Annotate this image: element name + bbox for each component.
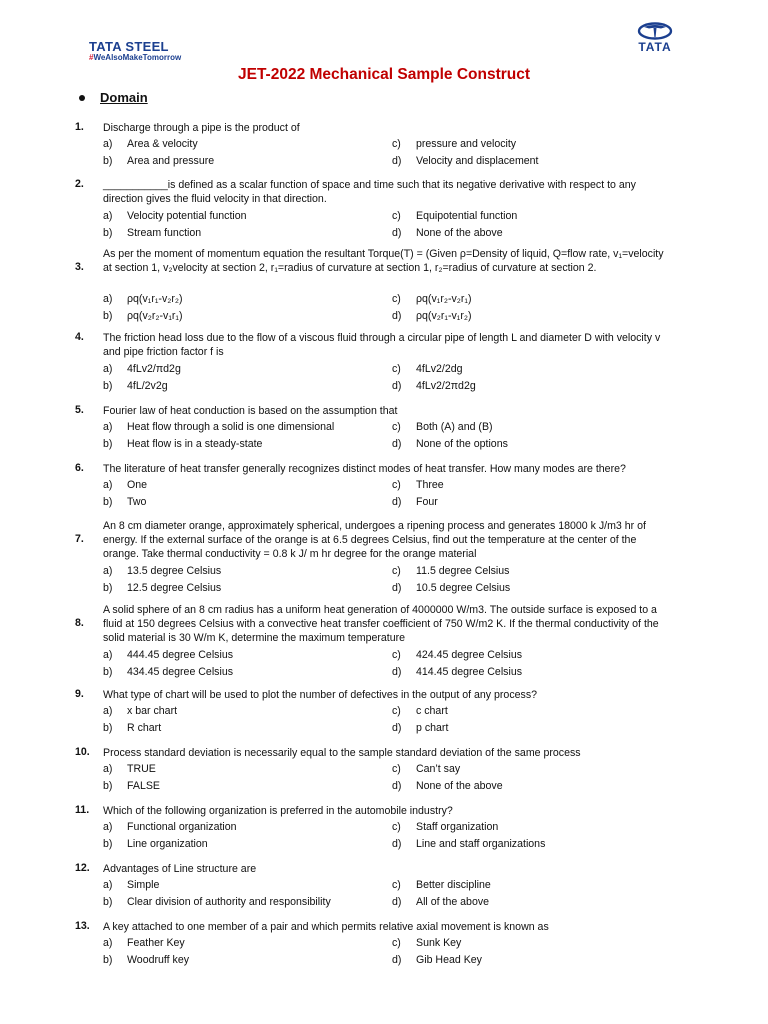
- option-text: One: [127, 479, 148, 492]
- question-text: What type of chart will be used to plot the number of defectives in the output of any process?: [103, 689, 538, 701]
- option-text: ρq(v₁r₁-v₂r₂): [127, 292, 183, 305]
- option-text: 434.45 degree Celsius: [127, 665, 234, 678]
- option-letter: c): [392, 421, 401, 434]
- option-text: 414.45 degree Celsius: [416, 665, 523, 678]
- option-text: Better discipline: [416, 879, 491, 892]
- option-text: pressure and velocity: [416, 138, 517, 151]
- option-text: ρq(v₂r₂-v₁r₁): [127, 309, 183, 322]
- question-text: The literature of heat transfer generally recognizes distinct modes of heat transfer. How many modes are there?: [103, 463, 626, 475]
- tata-wordmark: TATA: [638, 40, 672, 54]
- option-text: ρq(v₂r₁-v₁r₂): [416, 309, 472, 322]
- option-text: Simple: [127, 879, 160, 892]
- option-letter: c): [392, 821, 401, 834]
- question-number: 11.: [75, 804, 90, 816]
- question-number: 2.: [75, 178, 84, 190]
- option-letter: d): [392, 155, 402, 168]
- tata-logo: [628, 22, 682, 53]
- option-text: Stream function: [127, 226, 202, 239]
- option-text: R chart: [127, 722, 162, 735]
- option-text: Woodruff key: [127, 954, 190, 967]
- option-text: 11.5 degree Celsius: [416, 564, 510, 577]
- question-text: Discharge through a pipe is the product of: [103, 122, 300, 134]
- option-letter: a): [103, 209, 113, 222]
- option-text: 10.5 degree Celsius: [416, 581, 511, 594]
- option-letter: d): [392, 954, 402, 967]
- option-letter: b): [103, 379, 113, 392]
- option-text: 4fL/2v2g: [127, 379, 168, 392]
- brand-tagline: [89, 53, 181, 63]
- option-text: Clear division of authority and responsibility: [127, 896, 331, 909]
- option-letter: a): [103, 479, 113, 492]
- option-letter: b): [103, 838, 113, 851]
- option-letter: a): [103, 564, 113, 577]
- option-text: Staff organization: [416, 821, 499, 834]
- option-text: Feather Key: [127, 937, 185, 950]
- option-letter: a): [103, 705, 113, 718]
- option-letter: c): [392, 564, 401, 577]
- option-text: ρq(v₁r₂-v₂r₁): [416, 292, 472, 305]
- option-letter: b): [103, 309, 113, 322]
- option-text: Three: [416, 479, 444, 492]
- bullet-icon: [79, 95, 85, 101]
- page-title: JET-2022 Mechanical Sample Construct: [237, 66, 531, 83]
- option-letter: b): [103, 954, 113, 967]
- option-letter: a): [103, 763, 113, 776]
- option-letter: b): [103, 896, 113, 909]
- option-letter: c): [392, 362, 401, 375]
- question-text: An 8 cm diameter orange, approximately spherical, undergoes a ripening process and generates 18000 k J/m3 hr of energy. If the external surface of the orange is at 6.5 degrees Celsius, find out the temperature at the center of the orange. Take thermal conductivity = 0.8 k J/ m hr degree for the orange material: [103, 520, 646, 560]
- question-number: 12.: [75, 862, 90, 874]
- option-text: Line and staff organizations: [416, 838, 546, 851]
- question-text: Fourier law of heat conduction is based on the assumption that: [103, 405, 398, 417]
- option-letter: a): [103, 362, 113, 375]
- question-text: Which of the following organization is preferred in the automobile industry?: [103, 805, 453, 817]
- question-number: 3.: [75, 261, 84, 274]
- option-text: None of the options: [416, 438, 508, 451]
- option-letter: b): [103, 665, 113, 678]
- question-number: 6.: [75, 462, 84, 474]
- option-letter: a): [103, 421, 113, 434]
- option-letter: a): [103, 648, 113, 661]
- option-text: None of the above: [416, 226, 503, 239]
- option-text: 444.45 degree Celsius: [127, 648, 234, 661]
- option-letter: b): [103, 581, 113, 594]
- tata-emblem-icon: [637, 22, 673, 40]
- option-text: Gib Head Key: [416, 954, 482, 967]
- option-text: 12.5 degree Celsius: [127, 581, 222, 594]
- option-text: Heat flow through a solid is one dimensional: [127, 421, 335, 434]
- option-text: c chart: [416, 705, 448, 718]
- option-text: Area & velocity: [127, 138, 198, 151]
- option-letter: c): [392, 937, 401, 950]
- question-text: Process standard deviation is necessarily equal to the sample standard deviation of the same process: [103, 747, 581, 759]
- option-text: p chart: [416, 722, 449, 735]
- option-text: Both (A) and (B): [416, 421, 493, 434]
- option-text: 4fLv2/2dg: [416, 362, 463, 375]
- option-text: Four: [416, 496, 438, 509]
- question-number: 8.: [75, 617, 84, 630]
- option-text: Area and pressure: [127, 155, 215, 168]
- option-letter: c): [392, 138, 401, 151]
- option-letter: d): [392, 838, 402, 851]
- option-text: Two: [127, 496, 147, 509]
- option-letter: b): [103, 226, 113, 239]
- option-text: Functional organization: [127, 821, 237, 834]
- option-letter: a): [103, 292, 113, 305]
- option-letter: d): [392, 226, 402, 239]
- option-text: Can’t say: [416, 763, 461, 776]
- option-text: All of the above: [416, 896, 490, 909]
- option-letter: c): [392, 479, 401, 492]
- question-number: 5.: [75, 404, 84, 416]
- question-number: 4.: [75, 331, 84, 343]
- option-letter: d): [392, 379, 402, 392]
- option-letter: c): [392, 292, 401, 305]
- option-text: Heat flow is in a steady-state: [127, 438, 263, 451]
- option-letter: d): [392, 496, 402, 509]
- question-text: Advantages of Line structure are: [103, 863, 257, 875]
- option-letter: d): [392, 896, 402, 909]
- question-text: As per the moment of momentum equation the resultant Torque(T) = (Given ρ=Density of liquid, Q=flow rate, v₁=velocity at section 1, v₂velocity at section 2, r₁=radius of curvature at section 1, r₂=radius of curvature at section 2.: [103, 248, 664, 274]
- option-text: 4fLv2/2πd2g: [416, 379, 476, 392]
- option-letter: c): [392, 763, 401, 776]
- option-letter: d): [392, 309, 402, 322]
- option-letter: b): [103, 438, 113, 451]
- brand-name: TATA STEEL: [89, 39, 169, 54]
- tagline-text: WeAlsoMakeTomorrow: [93, 53, 182, 62]
- option-text: None of the above: [416, 780, 503, 793]
- option-letter: d): [392, 581, 402, 594]
- option-letter: a): [103, 937, 113, 950]
- question-number: 7.: [75, 533, 84, 546]
- option-letter: b): [103, 722, 113, 735]
- question-number: 13.: [75, 920, 90, 932]
- tata-steel-logo: [89, 40, 181, 63]
- option-text: Line organization: [127, 838, 208, 851]
- option-letter: c): [392, 209, 401, 222]
- option-letter: a): [103, 879, 113, 892]
- option-text: Velocity and displacement: [416, 155, 539, 168]
- option-letter: d): [392, 665, 402, 678]
- tagline-hash: #: [89, 53, 94, 62]
- option-text: 4fLv2/πd2g: [127, 362, 181, 375]
- question-text: The friction head loss due to the flow of a viscous fluid through a circular pipe of length L and diameter D with velocity v and pipe friction factor f is: [103, 332, 661, 358]
- option-letter: b): [103, 780, 113, 793]
- option-text: x bar chart: [127, 705, 178, 718]
- option-letter: a): [103, 821, 113, 834]
- question-number: 9.: [75, 688, 84, 700]
- question-number: 1.: [75, 121, 84, 133]
- option-letter: d): [392, 780, 402, 793]
- option-letter: c): [392, 879, 401, 892]
- question-text: ___________is defined as a scalar function of space and time such that its negative derivative with respect to any direction gives the fluid velocity in that direction.: [103, 179, 636, 205]
- option-text: FALSE: [127, 780, 160, 793]
- option-letter: a): [103, 138, 113, 151]
- option-text: Equipotential function: [416, 209, 518, 222]
- question-number: 10.: [75, 746, 90, 758]
- option-text: 13.5 degree Celsius: [127, 564, 222, 577]
- question-text: A key attached to one member of a pair and which permits relative axial movement is known as: [103, 921, 549, 933]
- option-letter: d): [392, 438, 402, 451]
- option-letter: c): [392, 705, 401, 718]
- section-label: Domain: [100, 90, 148, 105]
- option-letter: c): [392, 648, 401, 661]
- option-text: TRUE: [127, 763, 156, 776]
- question-text: A solid sphere of an 8 cm radius has a uniform heat generation of 4000000 W/m3. The outside surface is exposed to a fluid at 150 degrees Celsius with a convective heat transfer coefficient of 750 W/m2 K. If the thermal conductivity of the solid material is 30 W/m K, determine the maximum temperature: [103, 604, 659, 644]
- option-text: Sunk Key: [416, 937, 462, 950]
- option-text: Velocity potential function: [127, 209, 247, 222]
- section-heading: [79, 90, 148, 105]
- option-letter: d): [392, 722, 402, 735]
- option-letter: b): [103, 496, 113, 509]
- option-letter: b): [103, 155, 113, 168]
- option-text: 424.45 degree Celsius: [416, 648, 523, 661]
